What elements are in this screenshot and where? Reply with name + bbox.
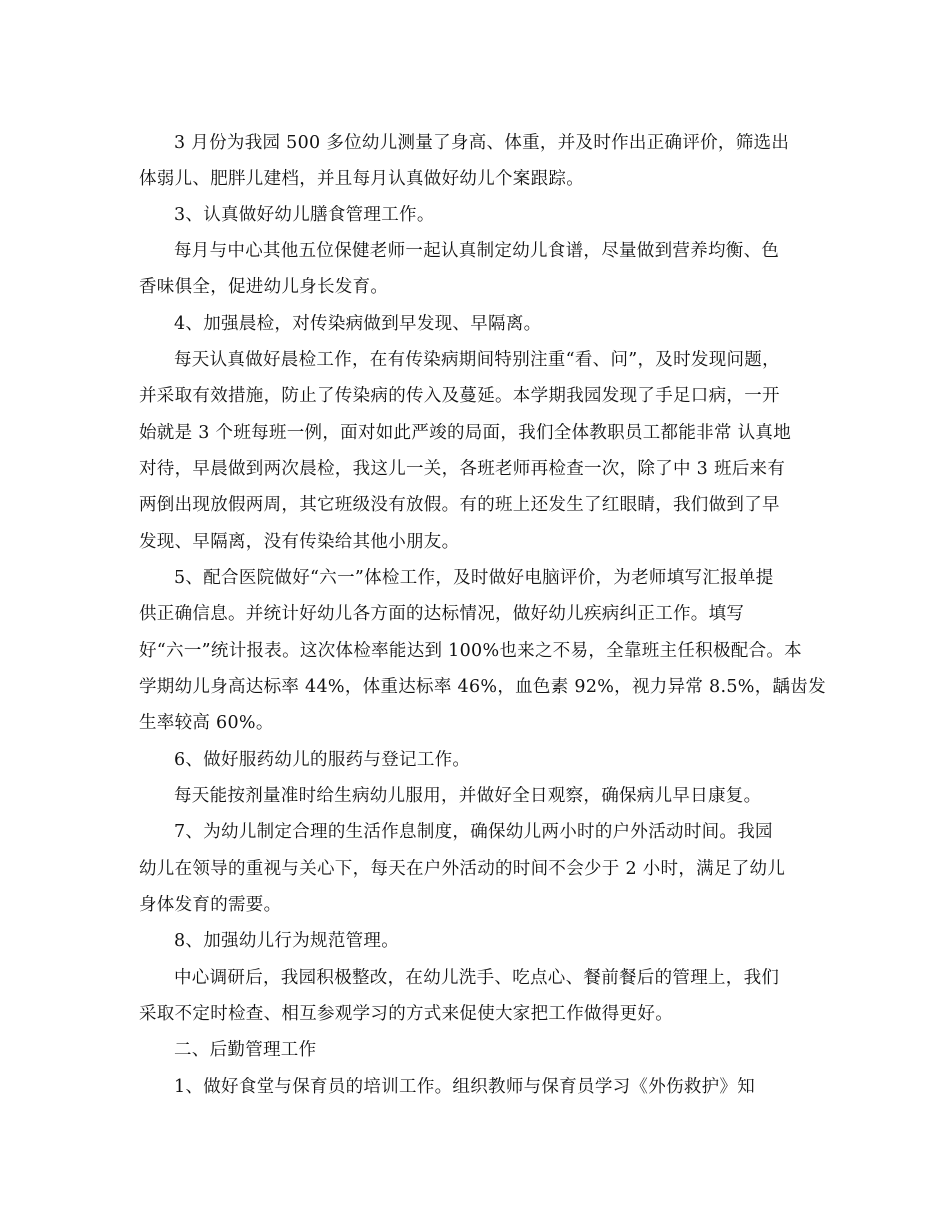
paragraph-line: 采取不定时检查、相互参观学习的方式来促使大家把工作做得更好。 <box>139 1004 673 1024</box>
section-heading: 3、认真做好幼儿膳食管理工作。 <box>174 205 435 225</box>
paragraph-line: 中心调研后，我园积极整改，在幼儿洗手、吃点心、餐前餐后的管理上，我们 <box>174 968 780 988</box>
paragraph-line: 发现、早隔离，没有传染给其他小朋友。 <box>139 532 460 552</box>
paragraph-line: 学期幼儿身高达标率 44%，体重达标率 46%，血色素 92%，视力异常 8.5%，龋齿发 <box>139 677 826 697</box>
paragraph-line: 每月与中心其他五位保健老师一起认真制定幼儿食谱，尽量做到营养均衡、色 <box>174 241 780 261</box>
paragraph-line: 供正确信息。并统计好幼儿各方面的达标情况，做好幼儿疾病纠正工作。填写 <box>139 604 745 624</box>
paragraph-line: 幼儿在领导的重视与关心下，每天在户外活动的时间不会少于 2 小时，满足了幼儿 <box>139 859 786 879</box>
paragraph-line: 生率较高 60%。 <box>139 713 274 733</box>
section-heading: 4、加强晨检，对传染病做到早发现、早隔离。 <box>174 314 542 334</box>
section-heading: 5、配合医院做好“六一”体检工作，及时做好电脑评价，为老师填写汇报单提 <box>174 568 774 588</box>
paragraph-line: 对待，早晨做到两次晨检，我这儿一关，各班老师再检查一次，除了中 3 班后来有 <box>139 459 786 479</box>
paragraph-line: 好“六一”统计报表。这次体检率能达到 100%也来之不易，全靠班主任积极配合。本 <box>139 641 802 661</box>
paragraph-line: 体弱儿、肥胖儿建档，并且每月认真做好幼儿个案跟踪。 <box>139 169 584 189</box>
paragraph-line: 每天能按剂量准时给生病幼儿服用，并做好全日观察，确保病儿早日康复。 <box>174 786 762 806</box>
paragraph-line: 身体发育的需要。 <box>139 895 282 915</box>
chapter-heading: 二、后勤管理工作 <box>174 1040 317 1060</box>
paragraph-line: 每天认真做好晨检工作，在有传染病期间特别注重“看、问”，及时发现问题， <box>174 350 780 370</box>
paragraph-line: 香味俱全，促进幼儿身长发育。 <box>139 277 389 297</box>
paragraph-line: 3 月份为我园 500 多位幼儿测量了身高、体重，并及时作出正确评价，筛选出 <box>174 133 790 153</box>
section-heading: 8、加强幼儿行为规范管理。 <box>174 931 400 951</box>
section-heading: 6、做好服药幼儿的服药与登记工作。 <box>174 750 471 770</box>
paragraph-line: 并采取有效措施，防止了传染病的传入及蔓延。本学期我园发现了手足口病，一开 <box>139 386 780 406</box>
section-heading: 7、为幼儿制定合理的生活作息制度，确保幼儿两小时的户外活动时间。我园 <box>174 822 773 842</box>
paragraph-line: 始就是 3 个班每班一例，面对如此严竣的局面，我们全体教职员工都能非常 认真地 <box>139 423 792 443</box>
section-heading: 1、做好食堂与保育员的培训工作。组织教师与保育员学习《外伤救护》知 <box>174 1077 756 1097</box>
paragraph-line: 两倒出现放假两周，其它班级没有放假。有的班上还发生了红眼睛，我们做到了早 <box>139 495 780 515</box>
